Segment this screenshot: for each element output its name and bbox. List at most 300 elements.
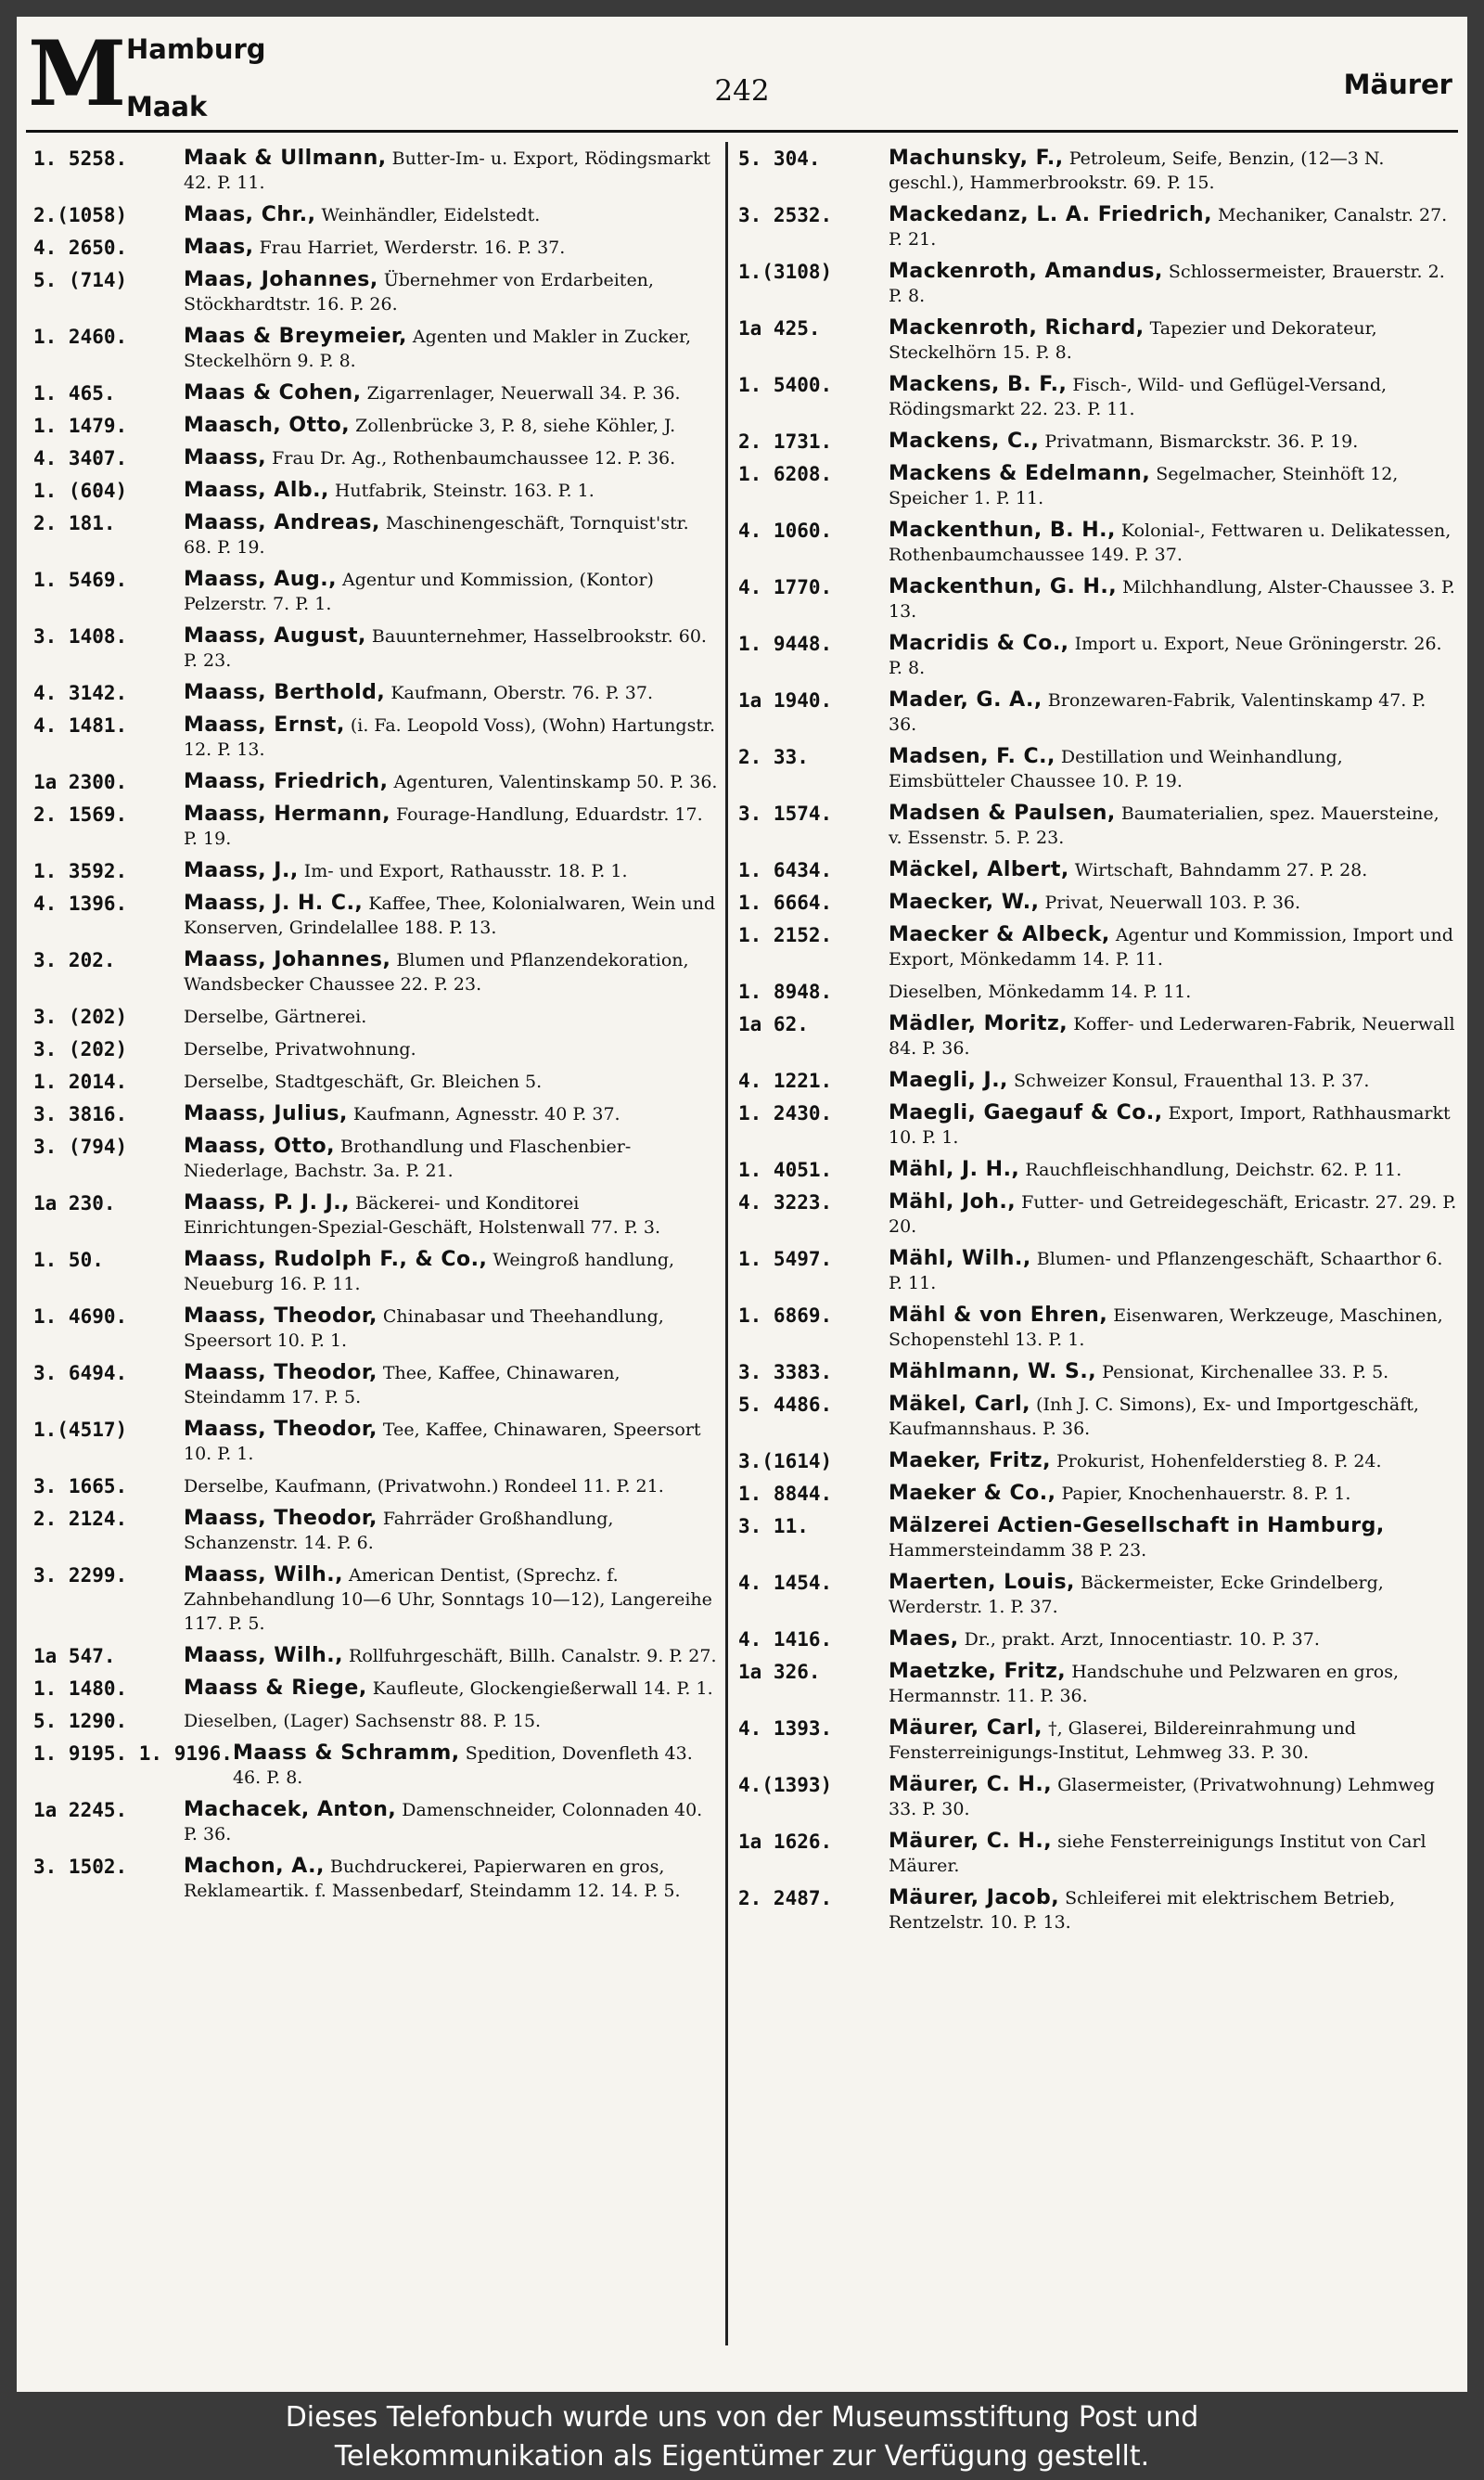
directory-entry [33,1248,718,1296]
entry-name: Mackenroth, Richard, [889,316,1145,340]
directory-entry [33,511,718,559]
entry-name: Maecker, W., [889,891,1040,914]
directory-entry [738,802,1458,850]
phone-number: 4. 2650. [33,237,128,259]
entry-name: Maass, Theodor, [184,1507,377,1530]
entry-details: Prokurist, Hohenfelderstieg 8. P. 24. [1050,1451,1382,1471]
entry-text [184,446,718,470]
phone-number: 1a 425. [738,317,821,340]
phone-number: 3. 1502. [33,1856,128,1878]
entry-name: Mackenthun, B. H., [889,519,1116,542]
entry-details: Zigarrenlager, Neuerwall 34. P. 36. [361,383,681,404]
directory-entry [33,1191,718,1240]
phone-number: 4. 1481. [33,714,128,737]
phone-number: 5. 1290. [33,1710,128,1732]
phone-number: 1.(4517) [33,1419,128,1441]
phone-number: 4. 1393. [738,1717,833,1740]
phone-number: 1a 230. [33,1192,116,1214]
header-right-word: Mäurer [1343,69,1452,100]
entry-details: Agentur und Kommission, Import und Export, Mönkedamm 14. P. 11. [889,925,1453,970]
entry-name: Maas, Johannes, [184,268,378,291]
entry-text [889,632,1458,680]
entry-details: Derselbe, Kaufmann, (Privatwohn.) Rondeel 11. P. 21. [184,1476,664,1497]
directory-entry [738,1660,1458,1708]
entry-name: Maass, Theodor, [184,1418,377,1441]
entry-details: Damenschneider, Colonnaden 40. P. 36. [184,1800,703,1844]
directory-entry [33,1304,718,1353]
entry-name: Maass & Riege, [184,1677,367,1700]
entry-details: Destillation und Weinhandlung, Eimsbütteler Chaussee 10. P. 19. [889,747,1343,791]
entry-text [889,575,1458,623]
entry-details: Mechaniker, Canalstr. 27. P. 21. [889,205,1448,250]
entry-details: Bauunternehmer, Hasselbrookstr. 60. P. 23. [184,626,707,671]
phone-number: 1. 6869. [738,1304,833,1327]
entry-details: Rauchfleischhandlung, Deichstr. 62. P. 11. [1019,1160,1402,1180]
entry-name: Mählmann, W. S., [889,1360,1097,1383]
directory-entry [738,1158,1458,1182]
phone-number: 4. 1396. [33,893,128,915]
entry-name: Maass, Friedrich, [184,770,389,793]
entry-details: Petroleum, Seife, Benzin, (12—3 N. geschl.), Hammerbrookstr. 69. P. 15. [889,148,1385,193]
entry-text [889,1012,1458,1060]
entry-details: Bäckerei- und Konditorei Einrichtungen-Spezial-Geschäft, Holstenwall 77. P. 3. [184,1193,660,1238]
phone-number: 1. 9195. 1. 9196. [33,1742,233,1765]
directory-entry [33,414,718,438]
phone-number: 5. 304. [738,148,821,170]
directory-entry [738,891,1458,915]
directory-entry [33,1102,718,1126]
entry-details: siehe Fensterreinigungs Institut von Carl Mäurer. [889,1831,1426,1876]
directory-entry [33,568,718,616]
entry-name: Maerten, Louis, [889,1571,1075,1594]
entry-details: Kaufmann, Agnesstr. 40 P. 37. [347,1104,620,1124]
footer-notice [0,2398,1484,2476]
entry-text [184,1563,718,1636]
entry-text [184,1005,718,1029]
entry-name: Maass, [184,446,267,469]
phone-number: 1. 2014. [33,1071,128,1093]
directory-entry [738,147,1458,195]
phone-number: 3.(1614) [738,1450,833,1472]
phone-number: 1. 5258. [33,148,128,170]
entry-details: Weingroß handlung, Neueburg 16. P. 11. [184,1250,675,1294]
entry-text [184,859,718,883]
entry-text [184,624,718,673]
entry-text [184,147,718,195]
directory-entry [33,479,718,503]
entry-details: Übernehmer von Erdarbeiten, Stöckhardtstr. 16. P. 26. [184,270,654,315]
phone-number: 2. 181. [33,512,116,534]
entry-details: Dieselben, (Lager) Sachsenstr 88. P. 15. [184,1711,542,1731]
directory-entry [738,260,1458,308]
entry-text [184,268,718,316]
entry-name: Mähl, J. H., [889,1158,1020,1181]
phone-number: 1. 5497. [738,1248,833,1270]
phone-number: 1. 2152. [738,924,833,946]
entry-details: Schweizer Konsul, Frauenthal 13. P. 37. [1007,1071,1370,1091]
entry-text [889,1190,1458,1239]
directory-entry [738,462,1458,510]
phone-number: 3. 6494. [33,1362,128,1384]
phone-number: 1. 8844. [738,1483,833,1505]
entry-details: Baumaterialien, spez. Mauersteine, v. Essenstr. 5. P. 23. [889,803,1439,848]
phone-number: 3. 202. [33,949,116,971]
directory-entry [33,1709,718,1733]
phone-number: 1. 1479. [33,415,128,437]
directory-entry [738,1360,1458,1384]
header-last-word: Maak [126,91,208,122]
phone-number: 1. 8948. [738,981,833,1003]
entry-details: Hutfabrik, Steinstr. 163. P. 1. [328,481,595,501]
entry-name: Maas, Chr., [184,203,316,226]
entry-details: Blumen und Pflanzendekoration, Wandsbecker Chaussee 22. P. 23. [184,950,689,995]
entry-details: Agenten und Makler in Zucker, Steckelhörn 9. P. 8. [184,327,692,371]
phone-number: 1. 1480. [33,1677,128,1700]
entry-details: Chinabasar und Theehandlung, Speersort 10. P. 1. [184,1306,664,1351]
phone-number: 2. 1731. [738,430,833,453]
phone-number: 4.(1393) [738,1774,833,1796]
phone-number: 1a 326. [738,1661,821,1683]
entry-details: Rollfuhrgeschäft, Billh. Canalstr. 9. P. 27. [343,1646,717,1666]
entry-details: Butter-Im- u. Export, Rödingsmarkt 42. P. 11. [184,148,710,193]
entry-name: Maasch, Otto, [184,414,351,437]
directory-entry [33,681,718,705]
footer-line-2: Telekommunikation als Eigentümer zur Verfügung gestellt. [334,2440,1150,2473]
entry-details: Wirtschaft, Bahndamm 27. P. 28. [1068,860,1368,880]
phone-number: 1. 3592. [33,860,128,882]
phone-number: 3. (202) [33,1006,128,1028]
entry-text [184,568,718,616]
entry-details: Thee, Kaffee, Chinawaren, Steindamm 17. P. 5. [184,1363,620,1407]
entry-text [184,681,718,705]
entry-text [889,1571,1458,1619]
directory-entry [738,373,1458,421]
entry-name: Maass, Hermann, [184,803,390,826]
entry-text [184,1191,718,1240]
entry-text [184,1855,718,1903]
phone-number: 1. 50. [33,1249,104,1271]
phone-number: 4. 1770. [738,576,833,598]
entry-text [184,479,718,503]
entry-details: (i. Fa. Leopold Voss), (Wohn) Hartungstr. 12. P. 13. [184,715,715,760]
entry-name: Mäurer, C. H., [889,1773,1053,1796]
directory-entry [33,1644,718,1668]
directory-entry [33,1855,718,1903]
entry-name: Maas & Breymeier, [184,325,407,348]
entry-details: Bronzewaren-Fabrik, Valentinskamp 47. P. 36. [889,690,1426,735]
entry-name: Mäurer, Carl, [889,1716,1043,1740]
section-letter: M [28,21,127,126]
phone-number: 3. (202) [33,1038,128,1060]
directory-entry [738,1190,1458,1239]
entry-details: Milchhandlung, Alster-Chaussee 3. P. 13. [889,577,1455,622]
directory-entry [33,803,718,851]
right-column [738,147,1458,1943]
directory-entry [738,1482,1458,1506]
entry-name: Maass, Otto, [184,1135,335,1158]
entry-details: Frau Harriet, Werderstr. 16. P. 37. [253,238,566,258]
entry-details: Weinhändler, Eidelstedt. [315,205,541,225]
entry-details: Tee, Kaffee, Chinawaren, Speersort 10. P. 1. [184,1420,701,1464]
entry-name: Maass, Berthold, [184,681,386,704]
entry-name: Mäkel, Carl, [889,1393,1030,1416]
phone-number: 3. 1408. [33,625,128,648]
entry-details: (Inh J. C. Simons), Ex- und Importgeschäft, Kaufmannshaus. P. 36. [889,1394,1419,1439]
entry-name: Mähl, Wilh., [889,1247,1031,1270]
entry-details: Buchdruckerei, Papierwaren en gros, Reklameartik. f. Massenbedarf, Steindamm 12. 14. P. 5. [184,1857,681,1901]
directory-entry [738,1247,1458,1295]
entry-name: Maegli, Gaegauf & Co., [889,1101,1163,1124]
phone-number: 1. 6434. [738,859,833,881]
directory-entry [33,948,718,996]
phone-number: 4. 1416. [738,1628,833,1651]
entry-name: Maas, [184,236,254,259]
entry-name: Machon, A., [184,1855,325,1878]
entry-name: Maass, August, [184,624,366,648]
phone-number: 4. 1454. [738,1572,833,1594]
entry-details: Dieselben, Mönkedamm 14. P. 11. [889,982,1192,1002]
entry-text [184,948,718,996]
entry-details: Privatmann, Bismarckstr. 36. P. 19. [1039,431,1359,452]
entry-details: Dr., prakt. Arzt, Innocentiastr. 10. P. 37. [958,1629,1320,1650]
entry-details: Agenturen, Valentinskamp 50. P. 36. [388,772,718,792]
directory-entry [33,770,718,794]
directory-entry [738,1886,1458,1934]
entry-text [889,923,1458,971]
directory-entry [738,316,1458,365]
entry-details: Papier, Knochenhauerstr. 8. P. 1. [1055,1484,1351,1504]
directory-page [17,17,1467,2392]
entry-text [184,1644,718,1668]
directory-entry [738,1627,1458,1651]
entry-text [184,1361,718,1409]
phone-number: 1. 465. [33,382,116,405]
entry-text [184,892,718,940]
phone-number: 3. 3383. [738,1361,833,1383]
entry-name: Maass, Aug., [184,568,337,591]
entry-name: Maass, Rudolph F., & Co., [184,1248,488,1271]
phone-number: 5. 4486. [738,1394,833,1416]
directory-entry [33,1070,718,1094]
entry-details: Glasermeister, (Privatwohnung) Lehmweg 33. P. 30. [889,1775,1435,1819]
phone-number: 3. 3816. [33,1103,128,1125]
phone-number: 4. 3223. [738,1191,833,1214]
directory-entry [738,1449,1458,1473]
entry-details: Maschinengeschäft, Tornquist'str. 68. P. 19. [184,513,689,558]
entry-name: Mälzerei Actien-Gesellschaft in Hamburg, [889,1514,1385,1537]
phone-number: 4. 3142. [33,682,128,704]
entry-name: Mackens, C., [889,430,1040,453]
entry-name: Mädler, Moritz, [889,1012,1068,1035]
entry-text [889,1360,1458,1384]
phone-number: 4. 1060. [738,520,833,542]
phone-number: 1. 5400. [738,374,833,396]
phone-number: 4. 3407. [33,447,128,469]
entry-details: Brothandlung und Flaschenbier-Niederlage, Bachstr. 3a. P. 21. [184,1137,632,1181]
entry-name: Maass & Schramm, [232,1741,460,1765]
entry-text [889,1158,1458,1182]
entry-details: Kaufleute, Glockengießerwall 14. P. 1. [366,1678,713,1699]
phone-number: 2. 1569. [33,803,128,826]
phone-number: 1. 4690. [33,1305,128,1328]
entry-name: Macridis & Co., [889,632,1069,655]
entry-text [184,770,718,794]
entry-name: Maass, Andreas, [184,511,380,534]
directory-entry [738,575,1458,623]
entry-text [889,1304,1458,1352]
phone-number: 3. 2532. [738,204,833,226]
phone-number: 3. 2299. [33,1564,128,1587]
directory-entry [33,236,718,260]
phone-number: 2. 2487. [738,1887,833,1909]
entry-text [184,1418,718,1466]
entry-name: Maeker, Fritz, [889,1449,1051,1472]
entry-name: Maas & Cohen, [184,381,362,405]
footer-line-1: Dieses Telefonbuch wurde uns von der Museumsstiftung Post und [285,2401,1199,2434]
entry-text [889,147,1458,195]
entry-text [889,203,1458,251]
directory-entry [738,203,1458,251]
directory-entry [33,446,718,470]
directory-entry [33,1798,718,1846]
entry-details: Spedition, Dovenfleth 43. 46. P. 8. [232,1743,693,1788]
entry-name: Machacek, Anton, [184,1798,397,1821]
phone-number: 2. 33. [738,746,809,768]
entry-text [889,1773,1458,1821]
entry-text [184,1135,718,1183]
entry-name: Mackenthun, G. H., [889,575,1118,598]
phone-number: 2. 2124. [33,1508,128,1530]
header-first-word: Hamburg [126,33,266,65]
entry-name: Maass, J., [184,859,299,882]
entry-text [184,803,718,851]
directory-entry [33,1507,718,1555]
entry-text [184,713,718,762]
entry-details: Blumen- und Pflanzengeschäft, Schaarthor 6. P. 11. [889,1249,1443,1293]
entry-details: Schleiferei mit elektrischem Betrieb, Rentzelstr. 10. P. 13. [889,1888,1396,1933]
phone-number: 3. (794) [33,1136,128,1158]
entry-details: Schlossermeister, Brauerstr. 2. P. 8. [889,262,1445,306]
entry-text [889,373,1458,421]
directory-entry [738,430,1458,454]
entry-name: Mäurer, Jacob, [889,1886,1060,1909]
entry-details: Zollenbrücke 3, P. 8, siehe Köhler, J. [350,416,676,436]
directory-entry [738,1571,1458,1619]
entry-text [889,1482,1458,1506]
entry-text [889,1101,1458,1150]
entry-text [889,1660,1458,1708]
entry-text [184,1102,718,1126]
entry-name: Maass, Wilh., [184,1563,344,1587]
directory-entry [33,892,718,940]
phone-number: 1a 1626. [738,1831,833,1853]
entry-details: Fisch-, Wild- und Geflügel-Versand, Rödingsmarkt 22. 23. P. 11. [889,375,1388,419]
entry-text [889,802,1458,850]
phone-number: 1. 5469. [33,569,128,591]
entry-text [889,1069,1458,1093]
entry-text [889,1716,1458,1765]
phone-number: 1. (604) [33,480,128,502]
entry-details: †, Glaserei, Bildereinrahmung und Fensterreinigungs-Institut, Lehmweg 33. P. 30. [889,1718,1356,1763]
entry-details: Kolonial-, Fettwaren u. Delikatessen, Rothenbaumchaussee 149. P. 37. [889,520,1452,565]
directory-entry [33,1677,718,1701]
entry-name: Mackedanz, L. A. Friedrich, [889,203,1212,226]
directory-entry [738,1304,1458,1352]
directory-entry [33,1135,718,1183]
phone-number: 1a 2245. [33,1799,128,1821]
directory-entry [33,147,718,195]
entry-text [184,1304,718,1353]
phone-number: 1a 2300. [33,771,128,793]
entry-name: Maass, Alb., [184,479,329,502]
directory-entry [33,1361,718,1409]
directory-entry [33,1005,718,1029]
entry-text [184,1037,718,1061]
entry-text [233,1741,718,1790]
entry-name: Maass, Johannes, [184,948,391,971]
entry-details: Eisenwaren, Werkzeuge, Maschinen, Schopenstehl 13. P. 1. [889,1305,1443,1350]
phone-number: 3. 1665. [33,1475,128,1497]
entry-details: Import u. Export, Neue Gröningerstr. 26. P. 8. [889,634,1442,678]
entry-text [889,1886,1458,1934]
directory-entry [33,859,718,883]
directory-entry [738,1514,1458,1562]
directory-entry [33,325,718,373]
entry-name: Maak & Ullmann, [184,147,387,170]
entry-name: Maass, P. J. J., [184,1191,350,1214]
phone-number: 5. (714) [33,269,128,291]
directory-entry [738,858,1458,882]
entry-details: Futter- und Getreidegeschäft, Ericastr. 27. 29. P. 20. [889,1192,1457,1237]
entry-name: Maeker & Co., [889,1482,1056,1505]
entry-details: Derselbe, Gärtnerei. [184,1007,367,1027]
entry-text [184,203,718,227]
directory-entry [33,381,718,405]
page-header [17,17,1467,139]
entry-text [889,1247,1458,1295]
directory-entry [33,713,718,762]
directory-entry [33,1563,718,1636]
entry-text [184,1070,718,1094]
entry-name: Maass, Julius, [184,1102,348,1125]
phone-number: 1. 2460. [33,326,128,348]
entry-name: Mäurer, C. H., [889,1830,1053,1853]
entry-details: Koffer- und Lederwaren-Fabrik, Neuerwall 84. P. 36. [889,1014,1455,1059]
directory-entry [738,980,1458,1004]
entry-details: Hammersteindamm 38 P. 23. [889,1540,1147,1561]
entry-text [184,1248,718,1296]
directory-entry [738,745,1458,793]
directory-entry [33,203,718,227]
directory-entry [33,1037,718,1061]
phone-number: 3. 1574. [738,803,833,825]
entry-text [889,980,1458,1004]
entry-text [184,1474,718,1498]
entry-text [889,316,1458,365]
entry-text [889,430,1458,454]
entry-details: Frau Dr. Ag., Rothenbaumchaussee 12. P. 36. [266,448,676,469]
phone-number: 1a 547. [33,1645,116,1667]
entry-details: Kaufmann, Oberstr. 76. P. 37. [385,683,654,703]
entry-name: Madsen & Paulsen, [889,802,1116,825]
entry-name: Maass, J. H. C., [184,892,364,915]
entry-name: Mähl, Joh., [889,1190,1017,1214]
entry-details: Handschuhe und Pelzwaren en gros, Hermannstr. 11. P. 36. [889,1662,1400,1706]
entry-text [889,260,1458,308]
directory-entry [738,1069,1458,1093]
directory-entry [33,1741,718,1790]
entry-text [889,858,1458,882]
